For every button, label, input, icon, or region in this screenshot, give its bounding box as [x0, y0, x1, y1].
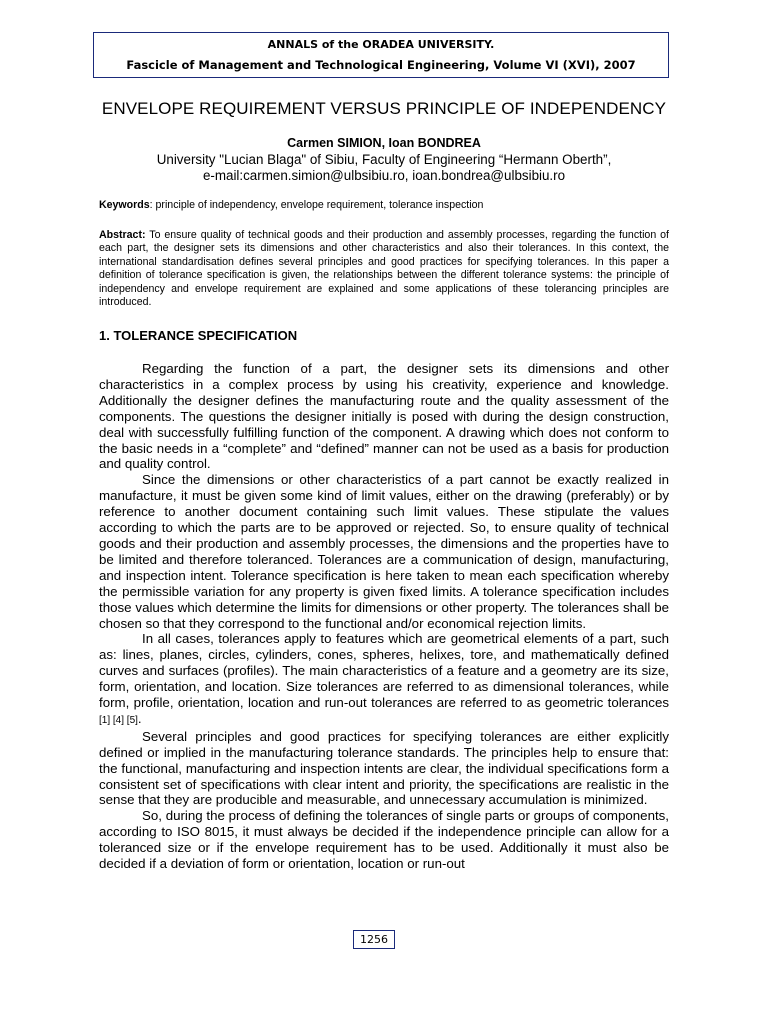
keywords-label: Keywords	[99, 199, 150, 211]
journal-name: ANNALS of the ORADEA UNIVERSITY.	[267, 38, 495, 51]
paragraph-text: In all cases, tolerances apply to features which are geometrical elements of a part, such as: lines, planes, circles, cylinders, cones, spheres, helixes, tore, and mathematically defined curves and surfaces (profiles). The main characteristics of a feature and a geometry are its size, form, orientation, and location. Size tolerances are referred to as dimensional tolerances, while form, profile, orientation, location and run-out tolerances are referred to as geometric tolerances	[99, 631, 669, 711]
page-number: 1256	[353, 930, 395, 949]
paragraph: Several principles and good practices for specifying tolerances are either explicitly defined or implied in the manufacturing tolerance standards. The principles help to ensure that: the functional, manufacturing and inspection intents are clear, the individual specifications form a consistent set of specifications with clear intent and priority, the specifications are realistic in the sense that they are producible and measurable, and unnecessary accumulation is minimized.	[99, 728, 669, 808]
paragraph: Regarding the function of a part, the designer sets its dimensions and other characteristics in a complex process by using his creativity, experience and knowledge. Additionally the designer defines the manufacturing route and the quality assessment of the components. The questions the designer initially is posed with during the design construction, deal with successfully fulfilling function of the component. A drawing which does not conform to the basic needs in a “complete” and “defined” manner can not be used as a basis for production and quality control.	[99, 361, 669, 472]
journal-header	[93, 32, 669, 78]
affiliation-block	[0, 152, 768, 184]
paper-title: ENVELOPE REQUIREMENT VERSUS PRINCIPLE OF INDEPENDENCY	[101, 99, 667, 118]
abstract	[99, 229, 669, 309]
paragraph-text: Since the dimensions or other characteristics of a part cannot be exactly realized in manufacture, it must be given some kind of limit values, either on the drawing (preferably) or by reference to another document containing such limit values. These stipulate the values according to which the parts are to be approved or rejected. So, to ensure quality of technical goods and their production and assembly processes, the dimensions and the properties have to be limited and therefore toleranced. Tolerances are a communication of design, manufacturing, and inspection intent. Tolerance specification is here taken to mean each specification whereby the permissible variation for any property is given fixed limits. A tolerance specification includes those values which determine the limits for dimensions or other property. The tolerances shall be chosen so that they correspond to the functional and/or economical rejection limits.	[99, 472, 669, 631]
email: e-mail:carmen.simion@ulbsibiu.ro, ioan.bondrea@ulbsibiu.ro	[202, 168, 566, 183]
affiliation: University "Lucian Blaga" of Sibiu, Faculty of Engineering “Hermann Oberth”,	[156, 152, 612, 167]
abstract-text: To ensure quality of technical goods and their production and assembly processes, regarding the function of each part, the designer sets its dimensions and other characteristics and also their tolerances. In this context, the international standardisation defines several principles and good practices for specifying tolerances. In this paper a definition of tolerance specification is given, the relationships between the different tolerance systems: the principle of independency and envelope requirement are explained and some applications of these tolerancing principles are introduced.	[99, 229, 669, 309]
keywords-text: : principle of independency, envelope requirement, tolerance inspection	[149, 199, 484, 211]
paragraph	[99, 631, 669, 728]
authors: Carmen SIMION, Ioan BONDREA	[287, 136, 481, 150]
section-heading: 1. TOLERANCE SPECIFICATION	[99, 328, 298, 343]
keywords	[99, 199, 671, 211]
journal-volume: Fascicle of Management and Technological Engineering, Volume VI (XVI), 2007	[126, 58, 636, 72]
paragraph-end: .	[137, 710, 142, 726]
paragraph: So, during the process of defining the tolerances of single parts or groups of components, according to ISO 8015, it must always be decided if the independence principle can allow for a toleranced size or if the envelope requirement has to be used. Additionally it must also be decided if a deviation of form or orientation, location or run-out	[99, 808, 669, 872]
section-body	[99, 361, 669, 872]
abstract-label: Abstract:	[99, 229, 146, 241]
citation-refs: [1] [4] [5]	[99, 714, 138, 726]
paragraph	[99, 472, 669, 631]
